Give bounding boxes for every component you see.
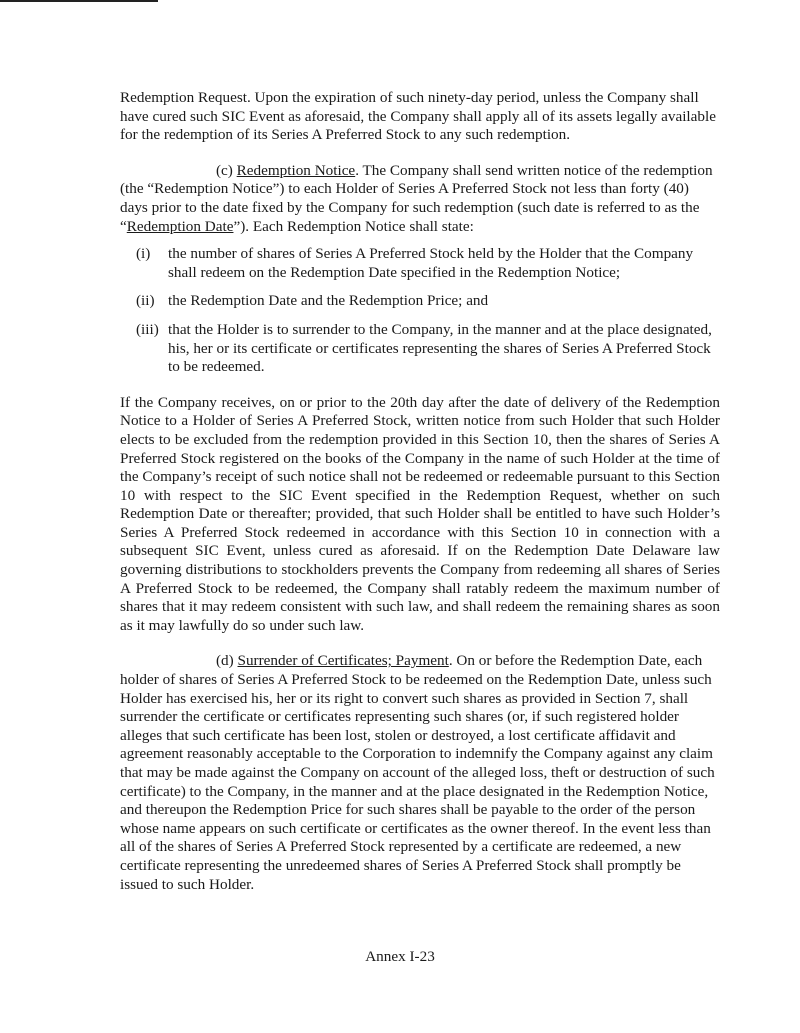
list-item-text: that the Holder is to surrender to the Company, in the manner and at the place designated, his, her or its certificate or certificates representing the shares of Series A Preferred Stock to be redeemed. [168,320,712,376]
section-d-heading: Surrender of Certificates; Payment [237,652,449,670]
document-page [120,89,720,894]
notice-contents-list [120,245,720,377]
section-c-paragraph [120,162,720,236]
section-c-text-1: . The Company shall send written notice of the redemption (the “Redemption Notice”) to each Holder of Series A Preferred Stock not less than forty (40) days prior to the date fixed by the Company for such redemption (such date is referred to as the “ [120,161,713,235]
scan-edge-line [0,0,158,2]
list-item [120,321,720,377]
list-item-number: (ii) [136,292,155,310]
section-c-heading: Redemption Notice [236,161,356,179]
list-item-number: (i) [136,245,151,263]
page-footer: Annex I-23 [365,948,435,965]
list-item-text: the Redemption Date and the Redemption Price; and [168,292,489,310]
section-d-prefix: (d) [216,652,238,670]
redemption-date-term: Redemption Date [126,217,234,235]
list-item-number: (iii) [136,320,159,338]
list-item-text: the number of shares of Series A Preferred Stock held by the Holder that the Company shall redeem on the Redemption Date specified in the Redemption Notice; [168,245,694,281]
intro-paragraph: Redemption Request. Upon the expiration of such ninety-day period, unless the Company shall have cured such SIC Event as aforesaid, the Company shall apply all of its assets legally available for the redemption of its Series A Preferred Stock to any such redemption. [120,89,716,144]
section-d-text: . On or before the Redemption Date, each holder of shares of Series A Preferred Stock to be redeemed on the Redemption Date, unless such Holder has exercised his, her or its right to convert such shares as provided in Section 7, shall surrender the certificate or certificates representing such shares (or, if such registered holder alleges that such certificate has been lost, stolen or destroyed, a lost certificate affidavit and agreement reasonably acceptable to the Corporation to indemnify the Company against any claim that may be made against the Company on account of the alleged loss, theft or destruction of such certificate) to the Company, in the manner and at the place designated in the Redemption Notice, and thereupon the Redemption Price for such shares shall be payable to the order of the person whose name appears on such certificate or certificates as the owner thereof. In the event less than all of the shares of Series A Preferred Stock represented by a certificate are redeemed, a new certificate representing the unredeemed shares of Series A Preferred Stock shall promptly be issued to such Holder. [120,652,715,893]
section-d-paragraph [120,652,720,894]
section-c-prefix: (c) [216,161,237,179]
list-item [120,245,720,282]
section-c-text-2: ”). Each Redemption Notice shall state: [233,217,474,235]
exclusion-paragraph: If the Company receives, on or prior to the 20th day after the date of delivery of the Redemption Notice to a Holder of Series A Preferred Stock, written notice from such Holder that such Holder elects to be excluded from the redemption provided in this Section 10, then the shares of Series A Preferred Stock registered on the books of the Company in the name of such Holder at the time of the Company’s receipt of such notice shall not be redeemed or redeemable pursuant to this Section 10 with respect to the SIC Event specified in the Redemption Request, whether on such Redemption Date or thereafter; provided, that such Holder shall be entitled to have such Holder’s Series A Preferred Stock redeemed in accordance with this Section 10 in connection with a subsequent SIC Event, unless cured as aforesaid. If on the Redemption Date Delaware law governing distributions to stockholders prevents the Company from redeeming all shares of Series A Preferred Stock to be redeemed, the Company shall ratably redeem the maximum number of shares that it may redeem consistent with such law, and shall redeem the remaining shares as soon as it may lawfully do so under such law. [120,393,720,634]
list-item [120,292,720,311]
